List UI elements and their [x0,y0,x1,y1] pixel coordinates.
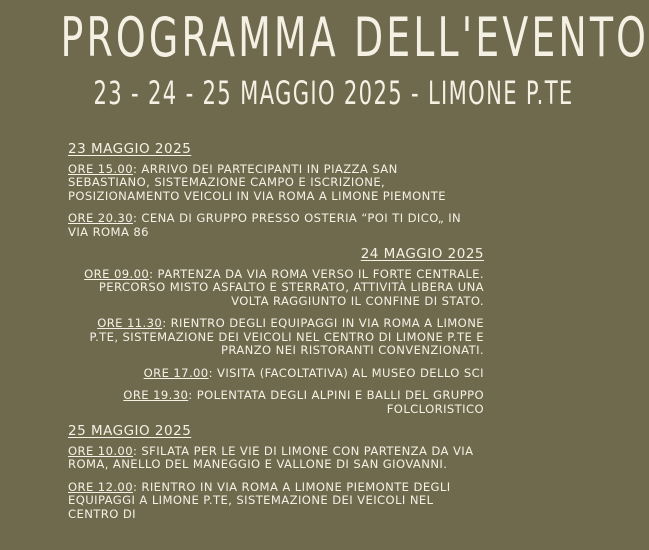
schedule-item: ORE 12.00: RIENTRO IN VIA ROMA A LIMONE PIEMONTE DEGLI EQUIPAGGI A LIMONE P.TE, SISTEMAZIONE DEI VEICOLI NEL CENTRO DI [68,479,451,521]
item-time: ORE 15.00 [68,161,133,176]
event-dates-location: 23 - 24 - 25 MAGGIO 2025 - LIMONE P.TE [93,74,574,112]
item-text: CENA DI GRUPPO PRESSO OSTERIA “POI TI DICO„ IN VIA ROMA 86 [68,211,462,239]
item-text: RIENTRO IN VIA ROMA A LIMONE PIEMONTE DEGLI EQUIPAGGI A LIMONE P.TE, SISTEMAZIONE DEI VEICOLI NEL CENTRO DI [68,479,451,521]
day-heading: 24 MAGGIO 2025 [360,246,484,262]
schedule-item: ORE 17.00: VISITA (FACOLTATIVA) AL MUSEO DELLO SCI [143,365,484,380]
day-heading: 23 MAGGIO 2025 [68,141,192,157]
day-section-1 [68,143,484,239]
schedule-item: ORE 11.30: RIENTRO DEGLI EQUIPAGGI IN VIA ROMA A LIMONE P.TE, SISTEMAZIONE DEI VEICOLI NEL CENTRO DI LIMONE P.TE E PRANZO NEI RISTORANTI CONVENZIONATI. [89,316,484,357]
programme [68,143,484,530]
item-text: SFILATA PER LE VIE DI LIMONE CON PARTENZA DA VIA ROMA, ANELLO DEL MANEGGIO E VALLONE DI SAN GIOVANNI. [68,443,474,471]
item-text: VISITA (FACOLTATIVA) AL MUSEO DELLO SCI [216,365,484,380]
schedule-item: ORE 09.00: PARTENZA DA VIA ROMA VERSO IL FORTE CENTRALE. PERCORSO MISTO ASFALTO E STERRATO, ATTIVITÀ LIBERA UNA VOLTA RAGGIUNTO IL CONFINE DI STATO. [84,266,484,308]
item-time: ORE 11.30 [97,316,163,330]
schedule-item: ORE 20.30: CENA DI GRUPPO PRESSO OSTERIA “POI TI DICO„ IN VIA ROMA 86 [68,211,462,239]
item-time: ORE 20.30 [68,211,133,225]
item-text: PARTENZA DA VIA ROMA VERSO IL FORTE CENTRALE. PERCORSO MISTO ASFALTO E STERRATO, ATTIVITÀ LIBERA UNA VOLTA RAGGIUNTO IL CONFINE DI STATO. [98,266,484,308]
schedule-item: ORE 19.30: POLENTATA DEGLI ALPINI E BALLI DEL GRUPPO FOLCLORISTICO [123,388,484,416]
item-time: ORE 12.00 [68,479,133,494]
item-time: ORE 19.30 [123,388,189,402]
item-time: ORE 17.00 [143,365,209,380]
item-text: RIENTRO DEGLI EQUIPAGGI IN VIA ROMA A LIMONE P.TE, SISTEMAZIONE DEI VEICOLI NEL CENTRO DI LIMONE P.TE E PRANZO NEI RISTORANTI CONVENZIONATI. [89,316,484,357]
day-heading: 25 MAGGIO 2025 [68,423,192,439]
schedule-item: ORE 15.00: ARRIVO DEI PARTECIPANTI IN PIAZZA SAN SEBASTIANO, SISTEMAZIONE CAMPO E ISCRIZIONE, POSIZIONAMENTO VEICOLI IN VIA ROMA A LIMONE PIEMONTE [68,161,446,203]
day-section-2 [68,248,484,416]
item-text: ARRIVO DEI PARTECIPANTI IN PIAZZA SAN SEBASTIANO, SISTEMAZIONE CAMPO E ISCRIZIONE, POSIZIONAMENTO VEICOLI IN VIA ROMA A LIMONE PIEMONTE [68,161,446,203]
page-title: PROGRAMMA DELL'EVENTO [60,6,649,69]
day-section-3 [68,425,484,521]
item-text: POLENTATA DEGLI ALPINI E BALLI DEL GRUPPO FOLCLORISTICO [196,388,484,416]
schedule-item: ORE 10.00: SFILATA PER LE VIE DI LIMONE CON PARTENZA DA VIA ROMA, ANELLO DEL MANEGGIO E VALLONE DI SAN GIOVANNI. [68,443,474,471]
item-time: ORE 09.00 [84,266,150,281]
item-time: ORE 10.00 [68,443,133,458]
